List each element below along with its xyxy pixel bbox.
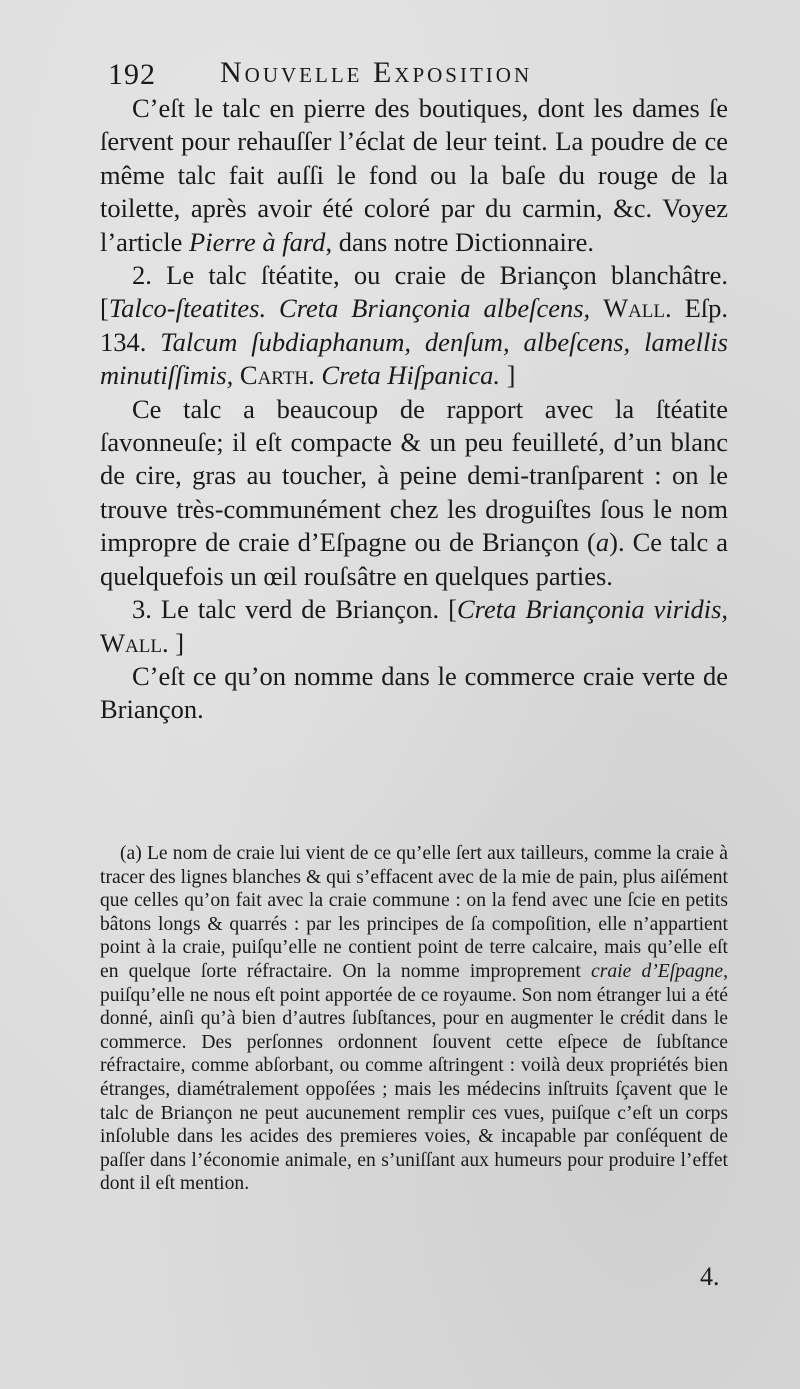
latin-name: Talco-ſteatites. Creta Briançonia albeſcens, <box>108 293 591 324</box>
catchword: 4. <box>700 1262 720 1291</box>
author-abbrev: Carth. <box>239 360 315 391</box>
footnote-marker: (a) <box>120 843 142 864</box>
running-title: Nouvelle Exposition <box>220 56 533 89</box>
author-abbrev: Wall. <box>603 293 672 324</box>
italic-reference: Pierre à fard <box>189 226 326 257</box>
footnote: (a) Le nom de craie lui vient de ce qu’elle ſert aux tailleurs, comme la craie à tracer des lignes blanches & qui s’effacent avec de la mie de pain, plus aiſément que celles qu’on fait avec la craie commune : on la fend avec une ſcie en petits bâtons longs & quarrés : par les principes de ſa compoſition, elle n’appartient point à la craie, puiſqu’elle ne contient point de terre calcaire, mais qu’elle eſt en quelque ſorte réfractaire. On la nomme improprement craie d’Eſpagne, puiſqu’elle ne nous eſt point apportée de ce royaume. Son nom étranger lui a été donné, ainſi qu’à bien d’autres ſubſtances, pour en augmenter le crédit dans le commerce. Des perſonnes ordonnent ſouvent cette eſpece de ſubſtance réfractaire, comme abſorbant, ou comme aſtringent : voilà deux propriétés bien étranges, diamétralement oppoſées ; mais les médecins inſtruits ſçavent que le talc de Briançon ne peut aucunement remplir ces vues, puiſque c’eſt un corps inſoluble dans les acides des premieres voies, & incapable par conſéquent de paſſer dans l’économie animale, en s’uniſſant aux humeurs pour produire l’effet dont il eſt mention. <box>100 843 728 1195</box>
paragraph-talc-boutiques: C’eſt le talc en pierre des boutiques, dont les dames ſe ſervent pour rehauſſer l’éclat de leur teint. La poudre de ce même talc fait auſſi le fond ou la baſe du rouge de la toilette, après avoir été coloré par du carmin, &c. Voyez l’article Pierre à fard, dans notre Dictionnaire. <box>100 93 728 257</box>
footnote-marker: a <box>595 527 610 558</box>
paragraph-craie-verte: C’eſt ce qu’on nomme dans le commerce craie verte de Briançon. <box>100 660 728 725</box>
main-text <box>100 92 728 727</box>
page-number: 192 <box>108 58 156 91</box>
latin-name: Creta Briançonia viridis, <box>456 594 729 625</box>
paragraph-talc-steatite: 2. Le talc ſtéatite, ou craie de Briançon blanchâtre. [Talco-ſteatites. Creta Briançonia albeſcens, Wall. Eſp. 134. Talcum ſubdiaphanum, denſum, albeſcens, lamellis minutiſſimis, Carth. Creta Hiſpanica. ] <box>100 260 729 391</box>
latin-description: Talcum ſubdiaphanum, denſum, albeſcens, lamellis minutiſſimis, <box>100 326 728 391</box>
latin-name: Creta Hiſpanica. <box>321 360 501 391</box>
italic-term: craie d’Eſpagne <box>591 960 724 982</box>
author-abbrev: Wall. <box>100 627 169 658</box>
paragraph-talc-verd: 3. Le talc verd de Briançon. [Creta Briançonia viridis, Wall. ] <box>100 594 729 658</box>
paragraph-description: Ce talc a beaucoup de rapport avec la ſtéatite ſavonneuſe; il eſt compacte & un peu feuilleté, d’un blanc de cire, gras au toucher, à peine demi-tranſparent : on le trouve très-communément chez les droguiſtes ſous le nom impropre de craie d’Eſpagne ou de Briançon (a). Ce talc a quelquefois un œil rouſsâtre en quelques parties. <box>100 393 728 591</box>
